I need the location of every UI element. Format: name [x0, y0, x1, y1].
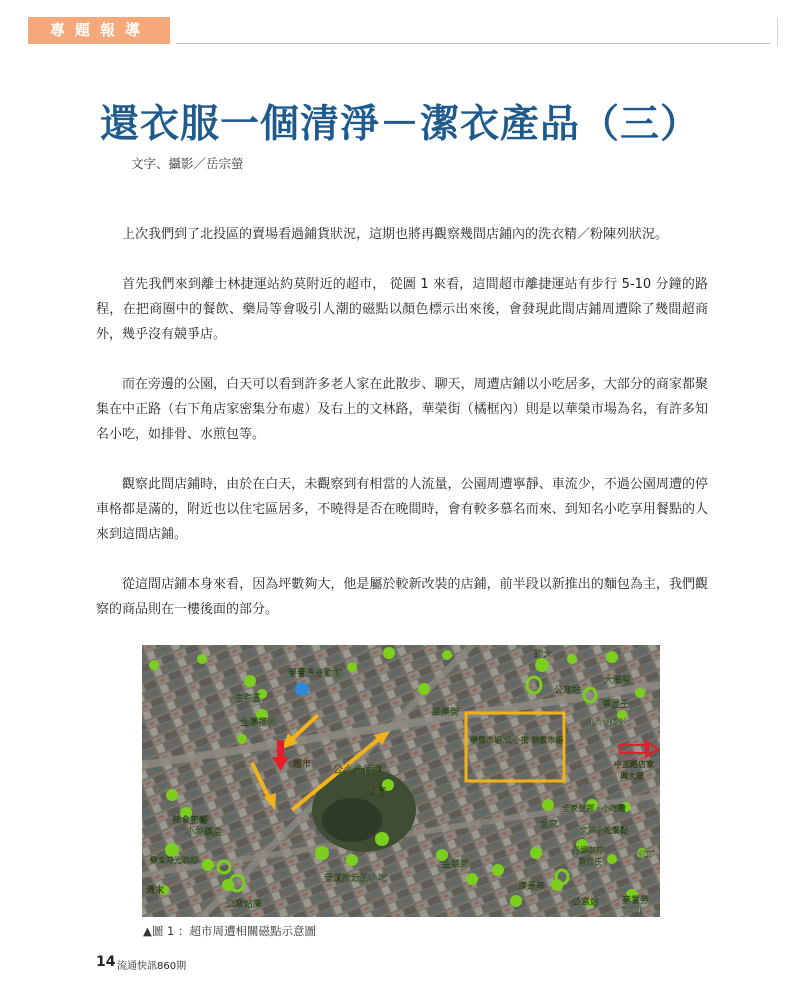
map-label-ntu: 金華街: [442, 860, 470, 870]
map-label-restaurant: 美食廚藝: [172, 816, 209, 826]
map-label-weekend: 週末: [146, 886, 165, 896]
map-label-r2: 全家: [540, 820, 559, 830]
map-label-r4: 丹堤咖啡: [572, 846, 604, 855]
map-label-r5: 屈臣氏: [578, 858, 602, 867]
map-label-residential: 住宅區: [234, 694, 262, 704]
aerial-map-figure: [142, 645, 660, 917]
issue-label: 流通快訊860期: [117, 961, 187, 972]
map-label-r6: NET: [636, 850, 654, 860]
map-label-park-path: 公小步行道: [333, 765, 383, 776]
map-label-ne1: 師大: [534, 650, 553, 660]
article-title: 還衣服一個清淨－潔衣產品（三）: [99, 102, 700, 147]
map-label-supermarket: 超市: [293, 760, 312, 770]
figure-caption: ▲圖 1 ：超市周遭相關磁點示意圖: [143, 924, 316, 938]
map-label-clinic: 晉譽房舍動物: [288, 669, 343, 679]
map-label-ne3: 大潤發: [604, 676, 632, 686]
section-tag: 專題報導: [28, 17, 170, 44]
paragraph: 而在旁邊的公園，白天可以看到許多老人家在此散步、聊天，周遭店鋪以小吃居多，大部分的商家都聚集在中正路（右下角店家密集分布處）及右上的文林路，華榮街（橘框內）則是以華榮市場為名，有許多知名小吃，如排骨、水煎包等。: [96, 377, 708, 442]
article-body: [96, 222, 708, 647]
header-rule: [176, 43, 770, 44]
map-label-pharmacy: 小林藥店: [186, 828, 223, 838]
map-label-park: 公園: [368, 788, 387, 798]
map-label-store: 全聯福利: [240, 718, 277, 728]
paragraph: 從這間店鋪本身來看，因為坪數夠大，他是屬於較新改裝的店鋪，前半段以新推出的麵包為主，我們觀察的商品則在一樓後面的部分。: [96, 577, 708, 617]
article-byline: 文字、攝影／岳宗螢: [131, 156, 244, 171]
map-label-cafe: 樂食時光咖啡: [150, 856, 198, 865]
map-label-r8: 康是美: [518, 882, 546, 892]
map-label-bus: 公車站牌: [226, 900, 263, 910]
map-label-r7: 公車站: [572, 898, 600, 908]
map-label-r3: 文林小吃餐點: [580, 826, 628, 835]
map-label-lane: 華榮街: [432, 708, 460, 718]
map-label-lanew: LA NEW: [590, 718, 626, 728]
map-label-r11: 漢堡王: [602, 700, 630, 710]
map-label-ne2: 公車站: [554, 686, 582, 696]
map-label-r9: 7-11: [622, 906, 643, 916]
paragraph: 上次我們到了北投區的賣場看過鋪貨狀況，這期也將再觀察幾間店鋪內的洗衣精／粉陳列狀況。: [122, 227, 669, 242]
map-label-arrow-right: 中正路店家: [614, 760, 654, 769]
map-label-box: 華榮市場/公小街 華榮市場: [470, 736, 564, 745]
paragraph: 首先我們來到離士林捷運站約莫附近的超市， 從圖 1 來看，這間超市離捷運站有步行 5-10 分鐘的路程，在把商圈中的餐飲、藥局等會吸引人潮的磁點以顏色標示出來後，會發現此間店鋪周遭除了幾間超商外，幾乎沒有競爭店。: [96, 277, 708, 342]
map-label-arrow-right2: 與大眾: [620, 772, 644, 781]
map-label-r1: 全家便利 · 小吃攤: [562, 804, 626, 813]
map-label-alley: 巷道附近的小吃: [324, 874, 388, 884]
edge-mark: [777, 18, 778, 46]
aerial-map: [142, 645, 660, 917]
map-label-r10: 麥當勞: [622, 896, 650, 906]
paragraph: 觀察此間店鋪時，由於在白天，未觀察到有相當的人流量，公園周遭寧靜、車流少，不過公園周遭的停車格都是滿的，附近也以住宅區居多，不曉得是否在晚間時，會有較多慕名而來、到知名小吃享用餐點的人來到這間店鋪。: [96, 477, 708, 542]
page-number: 14: [96, 954, 116, 970]
